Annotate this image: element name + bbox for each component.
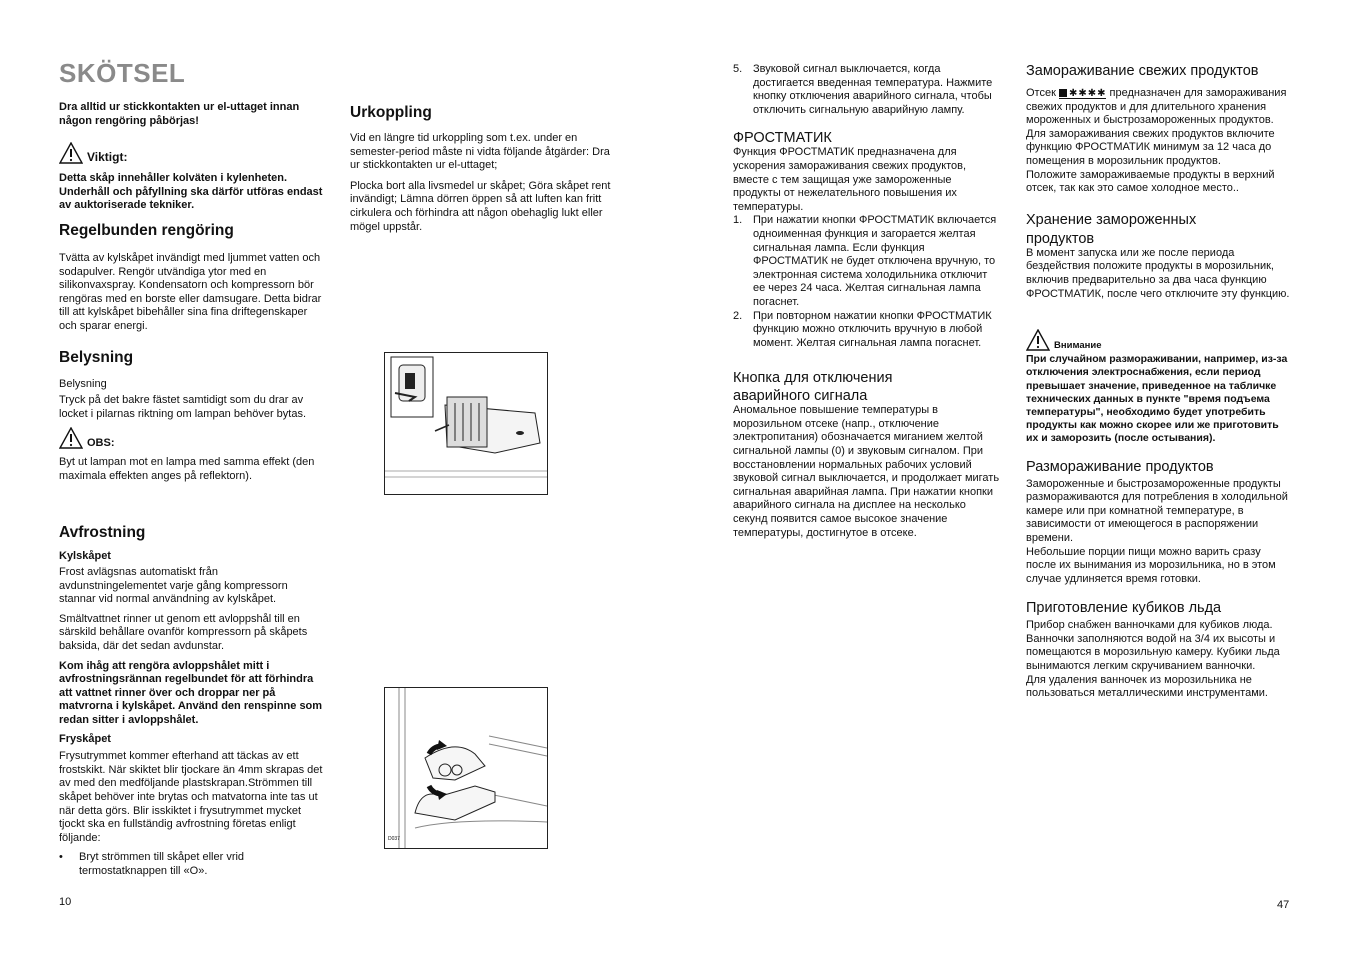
viktigt-text: Detta skåp innehåller kolväten i kylenheten. Underhåll och påfyllning ska därför utföras endast av auktoriserade tekniker. [59, 172, 323, 212]
warning-triangle-icon [59, 427, 83, 449]
left-column [59, 101, 324, 879]
right-column-2 [1026, 63, 1292, 701]
intro-warning-text: Dra alltid ur stickkontakten ur el-uttaget innan någon rengöring påbörjas! [59, 101, 300, 127]
frost-item-2-number: 2. [733, 309, 743, 322]
obs-label: OBS: [87, 437, 115, 450]
regelbunden-heading: Regelbunden rengöring [59, 221, 234, 239]
kylskapet-text-2: Smältvattnet rinner ut genom ett avloppshål till en särskild behållare ovanför kompressorn på skåpets baksida, där det sedan avdunstar. [59, 612, 308, 653]
warning-label: Внимание [1054, 340, 1102, 352]
item-5-text: Звуковой сигнал выключается, когда достигается введенная температура. Нажмите кнопку отключения аварийного сигнала, чтобы отключить сигнальную аварийную лампу. [753, 63, 993, 116]
viktigt-label: Viktigt: [87, 150, 128, 165]
list-item [733, 63, 1001, 117]
list-item [733, 310, 1001, 351]
right-column-1 [733, 63, 1001, 540]
frost-item-2-text: При повторном нажатии кнопки ФРОСТМАТИК функцию можно отключить вручную в любой момент. Желтая сигнальная лампа погаснет. [753, 309, 992, 349]
drain-pin-drawing [385, 688, 547, 848]
kylskapet-text-1: Frost avlägsnas automatiskt från avdunstningelementet varje gång kompressorn stannar vid normal användning av kylskåpet. [59, 566, 288, 606]
storage-heading-line-2: продуктов [1026, 230, 1095, 247]
frost-item-1-number: 1. [733, 214, 743, 227]
alarm-text: Аномальное повышение температуры в морозильном отсеке (напр., отключение электропитания) обозначается миганием желтой сигнальной лампы (0) и звуковым сигналом. При восстановлении нормальных рабочих условий звуковой сигнал выключается, и продолжает мигать сигнальная аварийная лампа. При нажатии кнопки аварийного сигнала на дисплее на несколько секунд появится самое высокое значение температуры, достигнутое в отсеке. [733, 404, 1000, 539]
bullet-1-text: Bryt strömmen till skåpet eller vrid termostatknappen till «O». [79, 851, 245, 877]
page-title: SKÖTSEL [59, 58, 186, 88]
ice-text-2: Для удаления ванночек из морозильника не пользоваться металлическими инструментами. [1026, 673, 1268, 700]
drain-cleaning-illustration [384, 687, 548, 849]
storage-text: В момент запуска или же после периода бездействия положите продукты в морозильник, включив предварительно за два часа функцию ФРОСТМАТИК, после чего отключите эту функцию. [1026, 246, 1290, 300]
fryskapet-label: Fryskåpet [59, 732, 111, 745]
warning-triangle-icon [59, 142, 83, 164]
warning-notice [1026, 329, 1292, 351]
alarm-heading-line-2: аварийного сигнала [733, 388, 868, 405]
urkoppling-text-1: Vid en längre tid urkoppling som t.ex. under en semester-period måste ni vidta följande åtgärder: Dra ur stickkontakten ur el-uttaget; [350, 132, 610, 172]
alarm-heading-line-1: Кнопка для отключения [733, 370, 893, 387]
list-item [59, 851, 324, 878]
storage-heading-line-1: Хранение замороженных [1026, 211, 1197, 228]
list-item [733, 214, 1001, 309]
ice-heading: Приготовление кубиков льда [1026, 600, 1222, 617]
page-number-left: 10 [59, 896, 72, 908]
freezer-star-rating [1059, 89, 1107, 99]
thaw-text-1: Замороженные и быстрозамороженные продукты размораживаются для потребления в холодильной камере или при комнатной температуре, в зависимости от имеющегося в распоряжении времени. [1026, 477, 1288, 544]
regelbunden-text: Tvätta av kylskåpet invändigt med ljummet vatten och sodapulver. Rengör utvändiga ytor med en silikonvaxspray. Kondensatorn och kompressorn bör rengöras med en borste eller damsugare. Detta bidrar till att kylskåpet bibehåller sina fina driftegenskaper och sparar energi. [59, 251, 322, 332]
freezing-heading: Замораживание свежих продуктов [1026, 63, 1259, 79]
thaw-heading: Размораживание продуктов [1026, 458, 1214, 475]
freezing-text-3: Положите замораживаемые продукты в верхний отсек, так как это самое холодное место.. [1026, 168, 1275, 195]
kylskapet-bold-text: Kom ihåg att rengöra avloppshålet mitt i avfrostningsrännan regelbundet för att förhindra att vattnet rinner över och droppar ner på matvrorna i kylskåpet. Använd den renspinne som redan sitter i avloppshålet. [59, 659, 323, 727]
belysning-text: Tryck på det bakre fästet samtidigt som du drar av locket i pilarnas riktning om lampan behöver bytas. [59, 394, 307, 420]
frostmatic-heading: ФРОСТМАТИК [733, 130, 832, 147]
frostmatic-text: Функция ФРОСТМАТИК предназначена для ускорения замораживания свежих продуктов, вместе с тем защищая уже замороженные продукты от нежелательного повышения их температуры. [733, 146, 967, 213]
frost-item-1-text: При нажатии кнопки ФРОСТМАТИК включается одноименная функция и загорается желтая сигнальная лампа. Если функция ФРОСТМАТИК не будет отключена вручную, то электронная система холодильника отключит ее через 24 часа. Желтая сигнальная лампа погаснет. [753, 214, 997, 308]
warning-triangle-icon [1026, 329, 1050, 351]
urkoppling-heading: Urkoppling [350, 104, 432, 121]
bullet-icon: • [59, 851, 63, 864]
freezer-box-icon [1059, 89, 1067, 97]
urkoppling-text-2: Plocka bort alla livsmedel ur skåpet; Göra skåpet rent invändigt; Lämna dörren öppen så att luften kan fritt cirkulera och förhindra att någon obehaglig lukt eller mögel uppstår. [350, 179, 611, 233]
fryskapet-text: Frysutrymmet kommer efterhand att täckas av ett frostskikt. När skiktet blir tjockare än 4mm skrapas det av med den medföljande plastskrapan.Strömmen till skåpet behöver inte brytas och matvatorna inte tas ut när detta görs. Blir isskiktet i frysutrymmet mycket tjockt ska en fullständig avfrostning företas enligt följande: [59, 750, 323, 844]
thaw-text-2: Небольшие порции пищи можно варить сразу после их вынимания из морозильника, но в этом случае удлиняется время готовки. [1026, 545, 1276, 585]
lamp-replacement-illustration [384, 352, 548, 495]
belysning-sub: Belysning [59, 377, 107, 390]
belysning-heading: Belysning [59, 348, 134, 366]
figure-code: D037 [388, 836, 400, 842]
freezing-text-1-body: предназначен для замораживания свежих продуктов и для длительного хранения мороженных и быстрозамороженных продуктов. [1026, 87, 1287, 127]
kylskapet-label: Kylskåpet [59, 549, 111, 562]
obs-notice [59, 427, 324, 449]
freezing-text-2: Для замораживания свежих продуктов включите функцию ФРОСТМАТИК минимум за 12 часа до помещения в морозильник продуктов. [1026, 127, 1275, 167]
obs-text: Byt ut lampan mot en lampa med samma effekt (den maximala effekten anges på reflektorn). [59, 456, 315, 482]
freezing-prefix: Отсек [1026, 87, 1056, 99]
urkoppling-column [350, 104, 612, 234]
item-5-number: 5. [733, 63, 743, 75]
avfrostning-heading: Avfrostning [59, 523, 146, 541]
freezing-text-1 [1026, 87, 1292, 128]
freezer-stars-icon: ✱✱✱✱ [1068, 88, 1107, 99]
ice-text-1: Прибор снабжен ванночками для кубиков люда. Ванночки заполняются водой на 3/4 их высоты и помещаются в морозильную камеру. Кубики льда вынимаются легким скручиванием ванночки. [1026, 619, 1280, 673]
viktigt-notice [59, 142, 324, 164]
warning-text: При случайном размораживании, например, из-за отключения электроснабжения, если период превышает значение, приведенное на табличке технических данных в пункте "время подъема температуры", необходимо будет употребить продукты как можно скорее или же приготовить их и заморозить (после остывания). [1026, 353, 1288, 445]
lamp-cover-drawing [385, 353, 547, 494]
page-number-right: 47 [1277, 899, 1290, 911]
